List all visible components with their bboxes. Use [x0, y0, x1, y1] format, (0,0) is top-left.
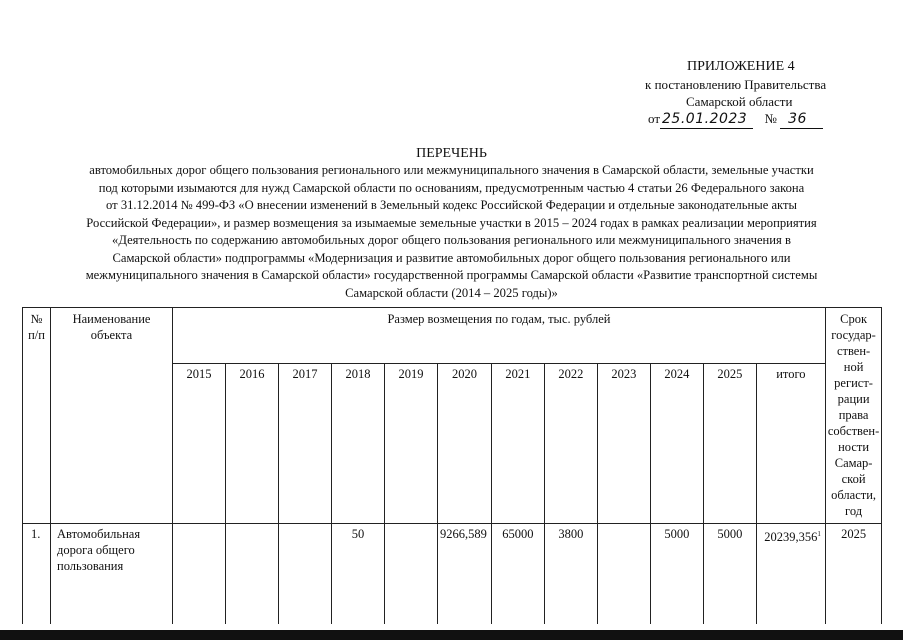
header-index: № п/п — [23, 308, 51, 524]
handwritten-date: 25.01.2023 — [660, 111, 753, 129]
description-line: Самарской области (2014 – 2025 годы)» — [345, 285, 558, 300]
row-value — [385, 524, 438, 624]
table-header-row — [23, 308, 882, 364]
row-value: 9266,589 — [438, 524, 492, 624]
description-line: Самарской области» подпрограммы «Модернизация и развитие автомобильных дорог общего пользования регионального или — [112, 250, 791, 265]
header-year: 2018 — [332, 364, 385, 524]
handwritten-number: 36 — [780, 111, 823, 129]
number-prefix: № — [764, 111, 777, 126]
document-description — [8, 162, 895, 302]
header-year: 2024 — [650, 364, 703, 524]
row-value: 5000 — [703, 524, 756, 624]
description-line: Российской Федерации», и размер возмещения за изымаемые земельные участки в 2015 – 2024 годах в рамках реализации мероприятия — [86, 215, 817, 230]
table-row — [23, 524, 882, 624]
footnote-marker: 1 — [817, 530, 821, 538]
row-value: 50 — [332, 524, 385, 624]
row-index: 1. — [23, 524, 51, 624]
row-value: 5000 — [650, 524, 703, 624]
row-total-value: 20239,356 — [764, 530, 818, 545]
header-name: Наименование объекта — [51, 308, 173, 524]
appendix-date-line — [648, 110, 823, 129]
row-value: 3800 — [544, 524, 597, 624]
header-year: 2016 — [226, 364, 279, 524]
appendix-line-3: Самарской области — [686, 94, 793, 109]
row-term: 2025 — [825, 524, 881, 624]
header-amount-group: Размер возмещения по годам, тыс. рублей — [173, 308, 826, 364]
row-value — [597, 524, 650, 624]
description-line: «Деятельность по содержанию автомобильных дорог общего пользования регионального или межмуниципального значения в — [112, 233, 791, 247]
row-value — [173, 524, 226, 624]
description-line: от 31.12.2014 № 499-ФЗ «О внесении изменений в Земельный кодекс Российской Федерации и отдельные законодательные акты — [106, 198, 797, 212]
document-title: ПЕРЕЧЕНЬ — [416, 146, 487, 161]
description-line: автомобильных дорог общего пользования регионального или межмуниципального значения в Самарской области, земельные участки — [89, 163, 814, 177]
appendix-title: ПРИЛОЖЕНИЕ 4 — [687, 59, 795, 74]
scan-edge-bar — [0, 630, 903, 640]
row-value: 65000 — [491, 524, 544, 624]
header-total: итого — [756, 364, 825, 524]
header-year: 2023 — [597, 364, 650, 524]
appendix-line-2: к постановлению Правительства — [645, 77, 827, 92]
row-total — [756, 524, 825, 624]
header-term: Срок государ-ствен-ной регист-рации права собствен-ности Самар-ской области, год — [825, 308, 881, 524]
header-year: 2022 — [544, 364, 597, 524]
header-year: 2019 — [385, 364, 438, 524]
description-line: межмуниципального значения в Самарской области» государственной программы Самарской области «Развитие транспортной системы — [85, 268, 818, 282]
header-year: 2015 — [173, 364, 226, 524]
description-line: под которыми изымаются для нужд Самарской области по основаниям, предусмотренным частью 4 статьи 26 Федерального закона — [98, 180, 805, 195]
date-prefix: от — [648, 111, 661, 126]
row-value — [226, 524, 279, 624]
row-name: Автомобильная дорога общего пользования — [51, 524, 173, 624]
compensation-table — [22, 307, 882, 624]
header-year: 2021 — [491, 364, 544, 524]
row-value — [279, 524, 332, 624]
header-year: 2020 — [438, 364, 492, 524]
header-year: 2025 — [703, 364, 756, 524]
header-year: 2017 — [279, 364, 332, 524]
